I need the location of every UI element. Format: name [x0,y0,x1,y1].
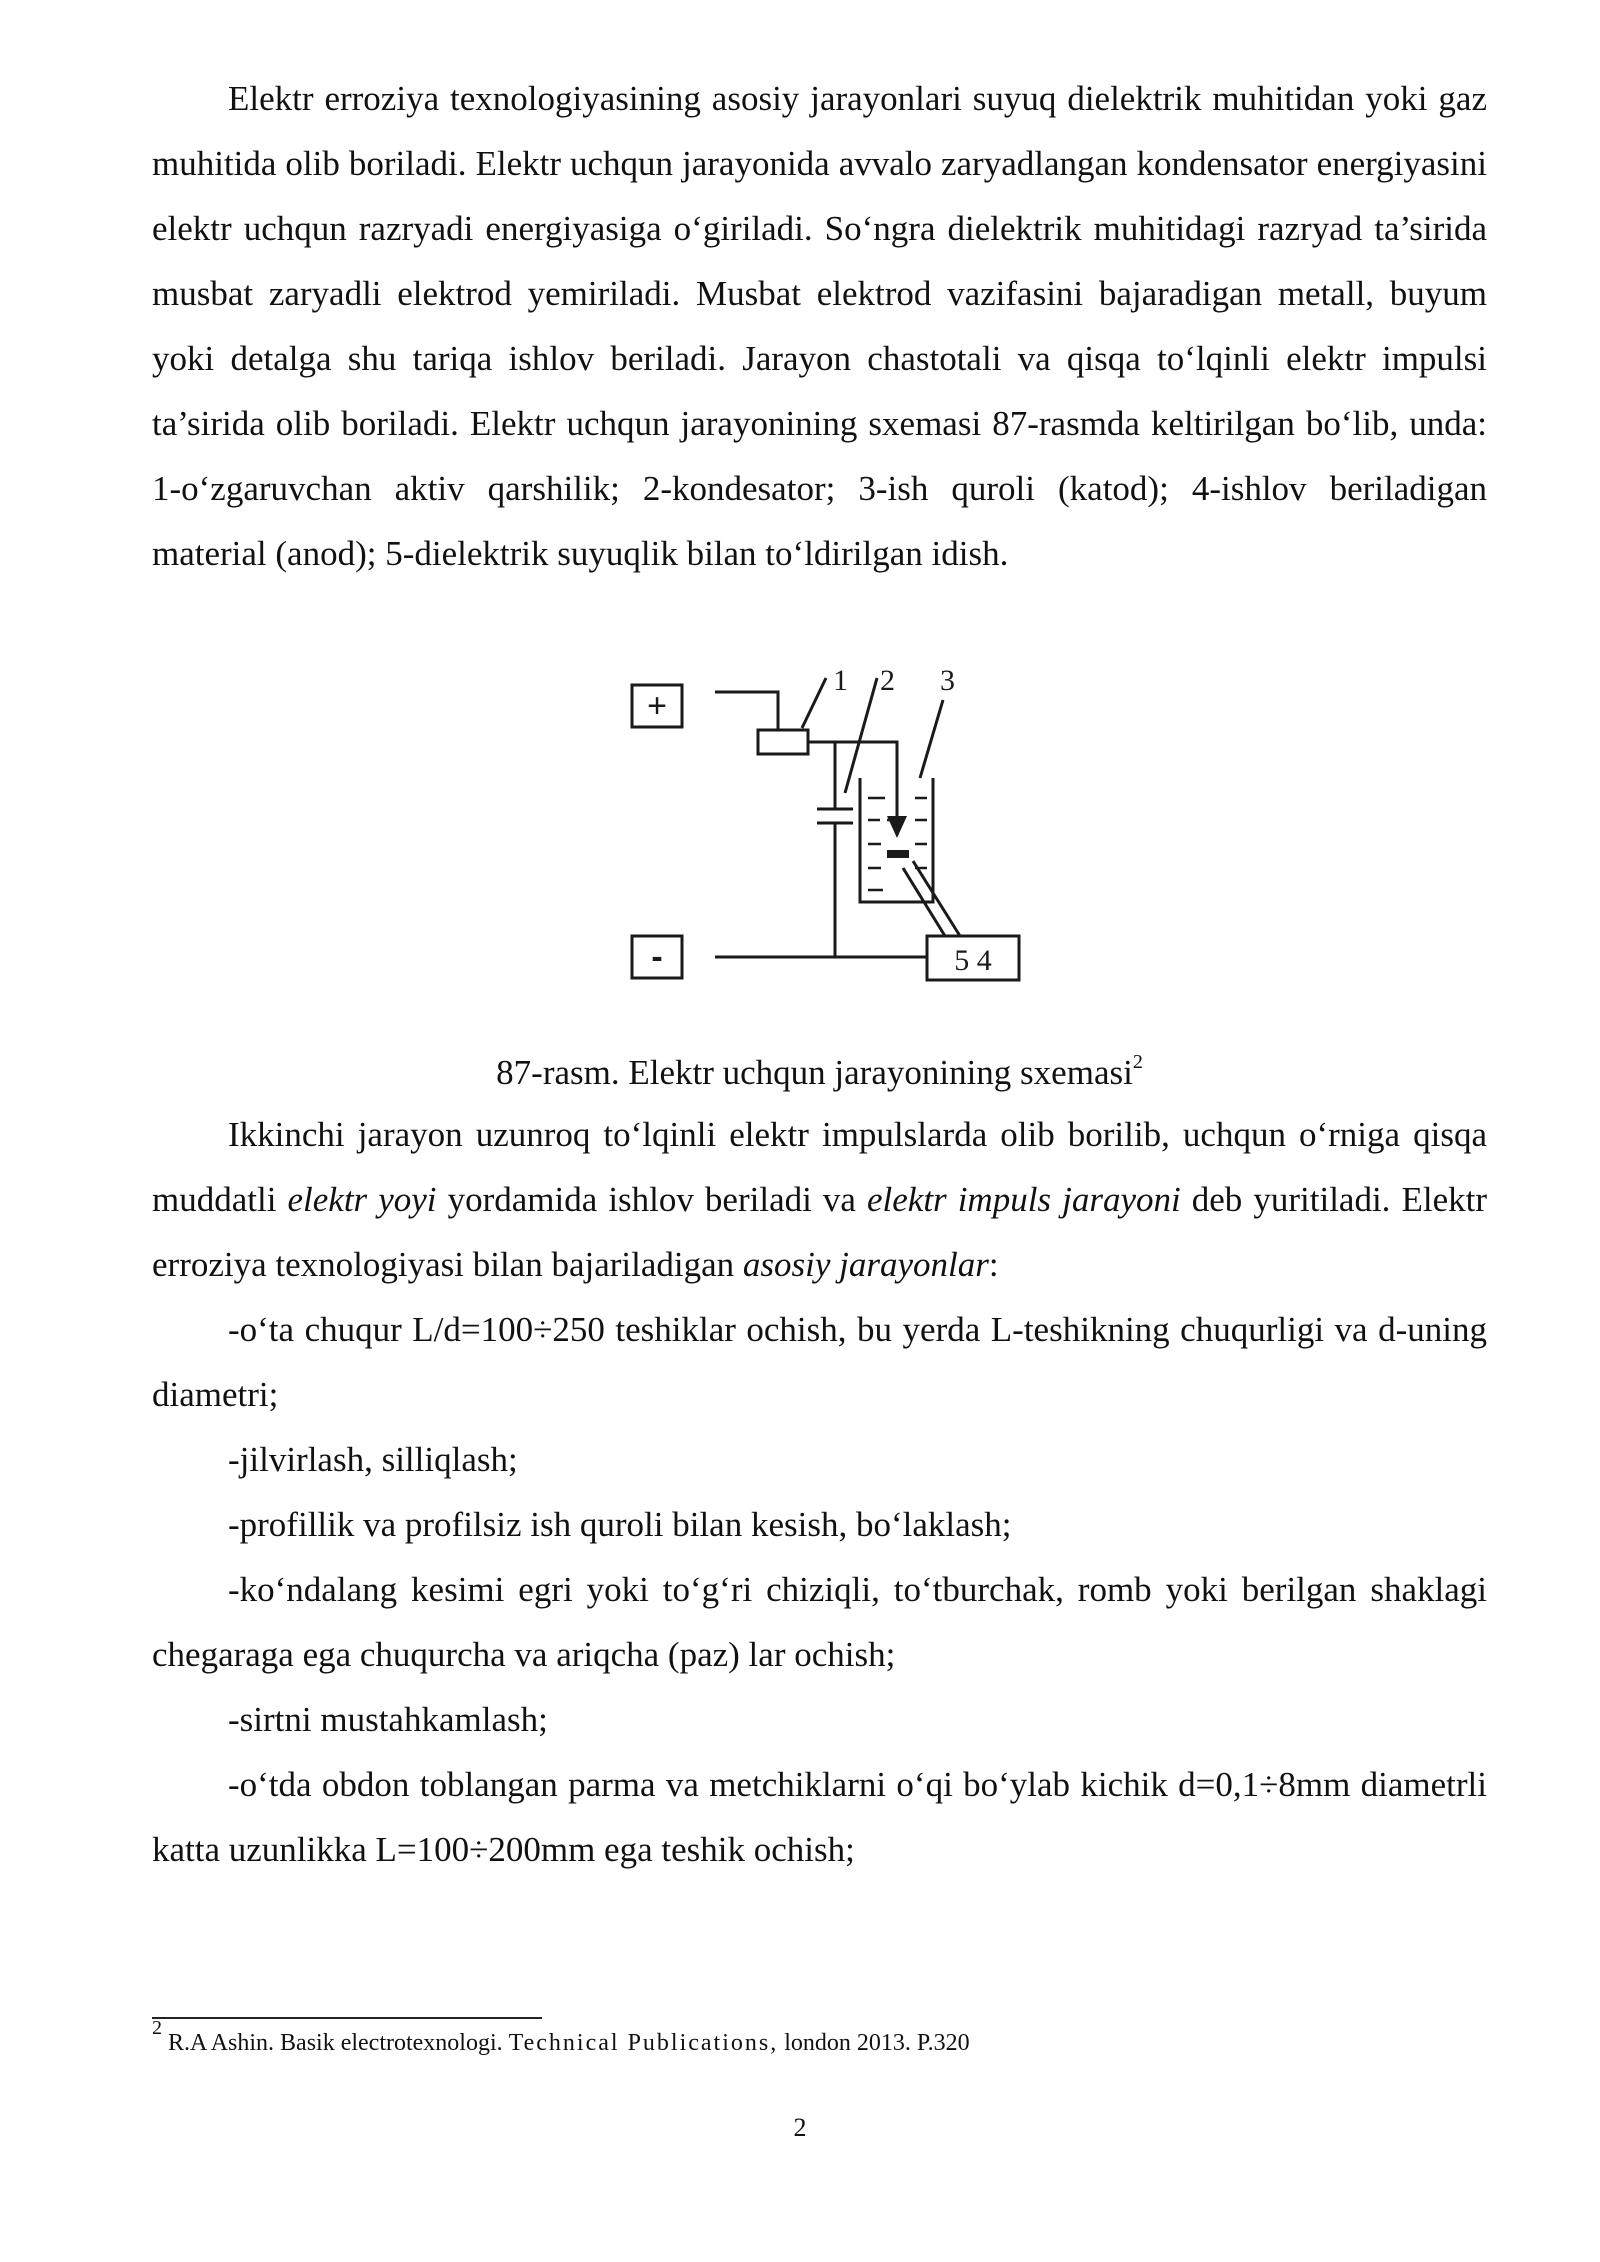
caption-footnote-mark: 2 [1132,1051,1143,1073]
list-item: -ko‘ndalang kesimi egri yoki to‘g‘ri chiziqli, to‘tburchak, romb yoki berilgan shaklagi chegaraga ega chuqurcha va ariqcha (paz) lar ochish; [152,1570,1487,1674]
intro-section [152,66,1487,586]
footnote-publisher: Technical Publications, [508,2030,779,2056]
leader-2 [845,678,877,793]
label-3: 3 [940,668,955,697]
list-item: -o‘ta chuqur L/d=100÷250 teshiklar ochish, bu yerda L-teshikning chuqurligi va d-uning diametri; [152,1310,1487,1414]
wire-plus [715,692,778,730]
paragraph-2 [152,1102,1487,1297]
term-elektr-yoyi: elektr yoyi [287,1180,437,1219]
anode-workpiece [887,850,909,858]
footnote-text-a: R.A Ashin. Basik electrotexnologi. [162,2030,509,2056]
list-item: -jilvirlash, silliqlash; [228,1440,518,1479]
caption-text: 87-rasm. Elektr uchqun jarayonining sxemasi [496,1053,1133,1092]
term-asosiy-jarayonlar: asosiy jarayonlar [742,1245,989,1284]
paragraph-2-text-d: : [988,1245,999,1284]
minus-sign: - [651,938,663,976]
paragraph-2-text-a: Ikkinchi jarayon uzunroq to‘lqinli elektr impulslarda olib borilib, uchqun o‘rniga qisqa muddatli [152,1115,1487,1219]
footnote [152,2017,1487,2059]
wire-capacitor-bottom [715,823,835,957]
label-1: 1 [833,668,848,697]
term-elektr-impuls-jarayoni: elektr impuls jarayoni [866,1180,1181,1219]
main-text-section [152,1102,1487,1882]
intro-paragraph: Elektr erroziya texnologiyasining asosiy jarayonlari suyuq dielektrik muhitidan yoki gaz muhitida olib boriladi. Elektr uchqun jarayonida avvalo zaryadlangan kondensator energiyasini elektr uchqun razryadi energiyasiga o‘giriladi. So‘ngra dielektrik muhitidagi razryad ta’sirida musbat zaryadli elektrod yemiriladi. Musbat elektrod vazifasini bajaradigan metall, buyum yoki detalga shu tariqa ishlov beriladi. Jarayon chastotali va qisqa to‘lqinli elektr impulsi ta’sirida olib boriladi. Elektr uchqun jarayonining sxemasi 87-rasmda keltirilgan bo‘lib, unda: 1-o‘zgaruvchan aktiv qarshilik; 2-kondesator; 3-ish quroli (katod); 4-ishlov beriladigan material (anod); 5-dielektrik suyuqlik bilan to‘ldirilgan idish. [152,79,1487,573]
list-item: -sirtni mustahkamlash; [228,1700,548,1739]
plus-sign: + [647,687,667,725]
cathode-tip [887,816,907,838]
footnote-mark: 2 [152,2017,162,2039]
figure-caption [152,1040,1487,1105]
box-label-5-4: 5 4 [954,944,992,977]
footnote-separator [152,2017,542,2019]
list-item: -o‘tda obdon toblangan parma va metchiklarni o‘qi bo‘ylab kichik d=0,1÷8mm diametrli katta uzunlikka L=100÷200mm ega teshik ochish; [152,1765,1487,1869]
leader-3 [920,700,943,778]
paragraph-2-text-b: yordamida ishlov beriladi va [436,1180,867,1219]
paragraph-2-text-c: deb yuritiladi. Elektr erroziya texnologiyasi bilan bajariladigan [152,1180,1487,1284]
spark-scheme-figure [615,668,1035,998]
footnote-text-c: london 2013. P.320 [778,2030,970,2056]
list-item: -profillik va profilsiz ish quroli bilan kesish, bo‘laklash; [228,1505,1012,1544]
leader-1 [802,678,826,728]
page-number: 2 [793,2113,807,2142]
resistor [758,730,808,754]
label-2: 2 [880,668,895,697]
